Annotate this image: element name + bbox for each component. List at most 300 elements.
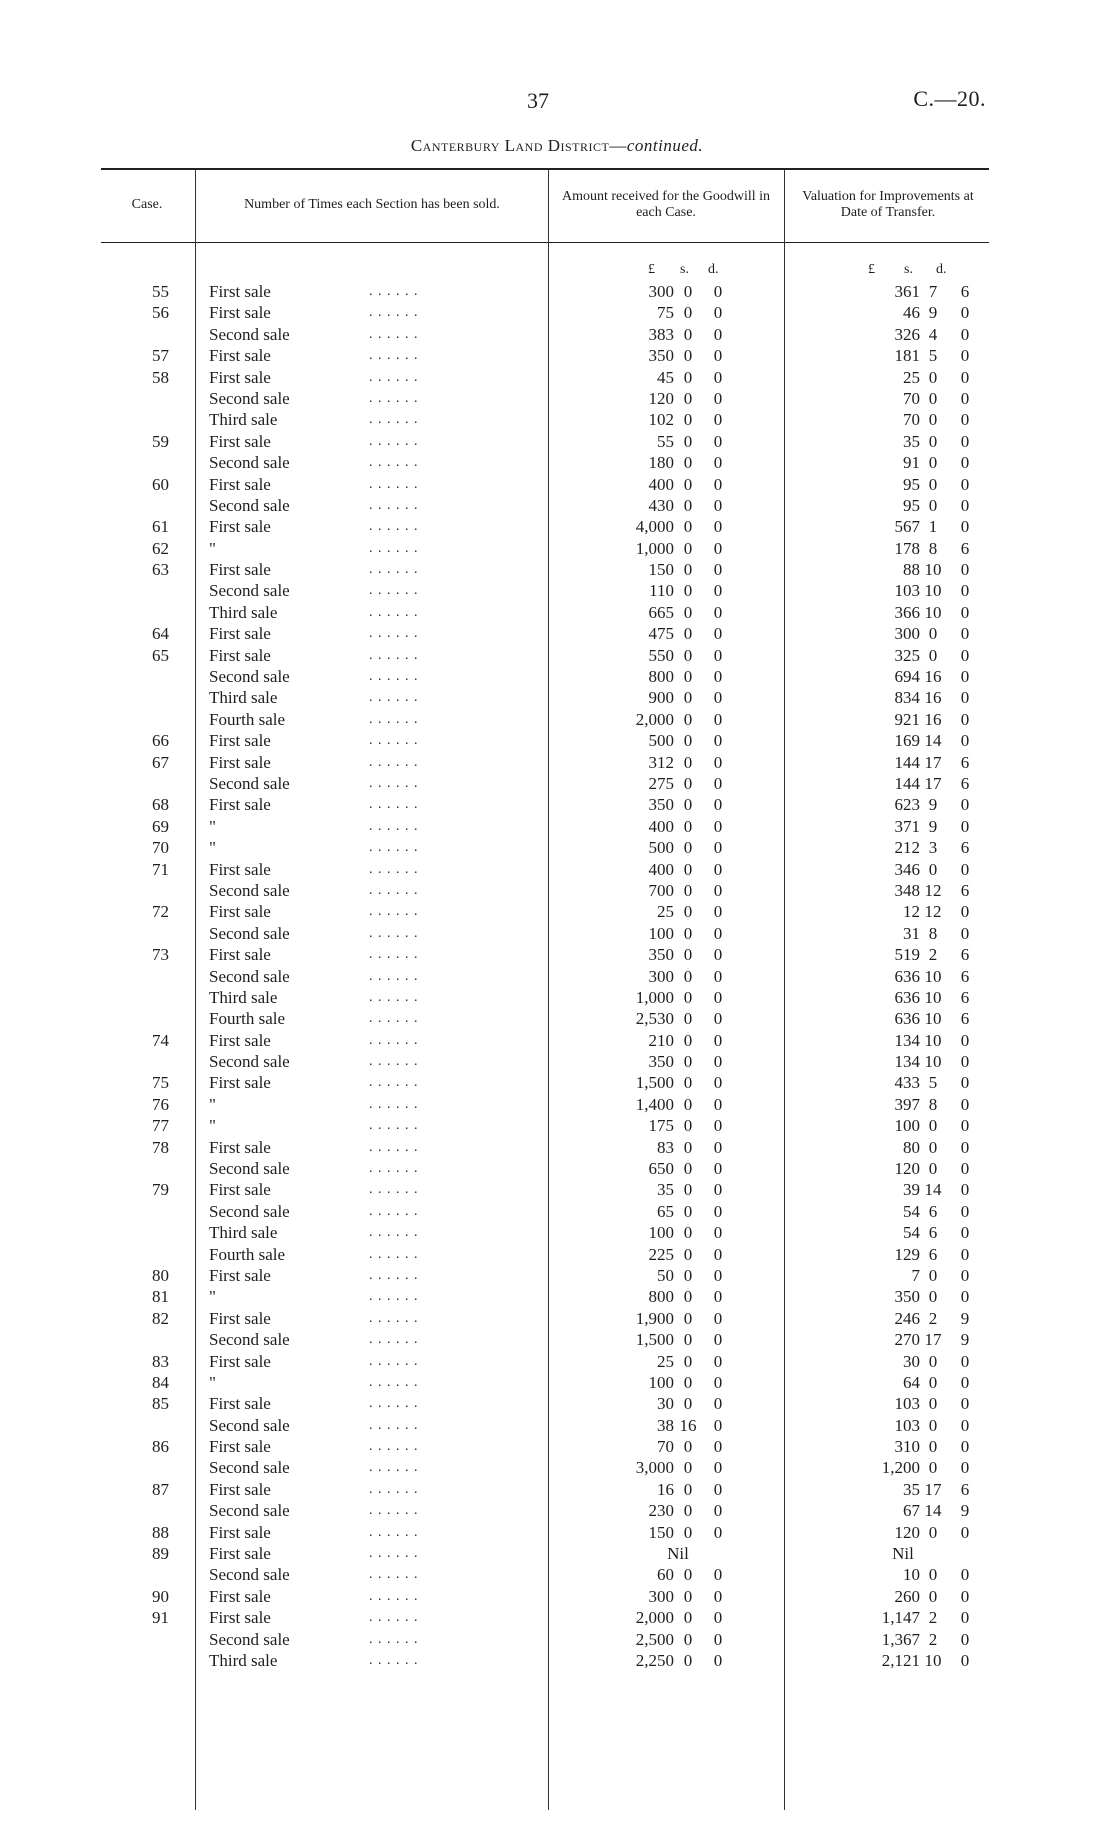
goodwill-shillings: 0 — [683, 1052, 693, 1072]
leader-dots: . . . . . . — [369, 925, 419, 941]
subtitle-main: Canterbury Land District— — [410, 136, 627, 155]
table-row — [101, 495, 989, 516]
table-row — [101, 837, 989, 858]
goodwill-shillings: 0 — [683, 453, 693, 473]
goodwill-shillings: 0 — [683, 1372, 693, 1392]
valuation-shillings: 0 — [928, 645, 938, 665]
goodwill-pence: 0 — [713, 1330, 723, 1350]
goodwill-pounds: 150 — [648, 560, 674, 580]
valuation-pence: 0 — [960, 1586, 970, 1606]
sale-label: Third sale — [209, 410, 278, 430]
sale-label: First sale — [209, 474, 271, 494]
sale-label: " — [209, 1094, 216, 1114]
goodwill-pence: 0 — [713, 1565, 723, 1585]
sale-label: Second sale — [209, 324, 290, 344]
case-number: 56 — [152, 303, 169, 323]
goodwill-shillings: 0 — [683, 1586, 693, 1606]
header-goodwill: Amount received for the Goodwill in each Case. — [562, 189, 771, 220]
valuation-pence: 0 — [960, 1437, 970, 1457]
valuation-pence: 0 — [960, 1415, 970, 1435]
sale-label: Second sale — [209, 1629, 290, 1649]
goodwill-nil: Nil — [667, 1544, 689, 1564]
goodwill-pence: 0 — [713, 795, 723, 815]
case-number: 89 — [152, 1544, 169, 1564]
table-row — [101, 816, 989, 837]
valuation-pence: 6 — [960, 966, 970, 986]
leader-dots: . . . . . . — [369, 604, 419, 620]
goodwill-shillings: 0 — [683, 1009, 693, 1029]
goodwill-pounds: 100 — [648, 1372, 674, 1392]
goodwill-pounds: 110 — [649, 581, 674, 601]
valuation-shillings: 10 — [924, 966, 942, 986]
table-row — [101, 1115, 989, 1136]
sale-label: " — [209, 1116, 216, 1136]
goodwill-shillings: 0 — [683, 1501, 693, 1521]
goodwill-pounds: 900 — [648, 688, 674, 708]
case-number: 76 — [152, 1094, 169, 1114]
table-row — [101, 388, 989, 409]
valuation-pence: 9 — [960, 1308, 970, 1328]
valuation-pounds: 7 — [911, 1265, 920, 1285]
case-number: 70 — [152, 838, 169, 858]
goodwill-shillings: 0 — [683, 367, 693, 387]
sale-label: Second sale — [209, 1052, 290, 1072]
goodwill-pounds: 275 — [648, 773, 674, 793]
table-row — [101, 666, 989, 687]
goodwill-pence: 0 — [713, 987, 723, 1007]
goodwill-shillings-unit: s. — [680, 262, 689, 277]
sale-label: First sale — [209, 1073, 271, 1093]
sale-label: Second sale — [209, 1201, 290, 1221]
valuation-shillings: 14 — [924, 1180, 942, 1200]
leader-dots: . . . . . . — [369, 1332, 419, 1348]
case-number: 85 — [152, 1394, 169, 1414]
sale-label: First sale — [209, 1522, 271, 1542]
valuation-pence: 0 — [960, 1458, 970, 1478]
sale-label: First sale — [209, 560, 271, 580]
table-row — [101, 409, 989, 430]
leader-dots: . . . . . . — [369, 797, 419, 813]
table-row — [101, 367, 989, 388]
table-row — [101, 1201, 989, 1222]
valuation-shillings: 10 — [924, 581, 942, 601]
sale-label: First sale — [209, 282, 271, 301]
goodwill-pounds: 25 — [657, 1351, 674, 1371]
table-row — [101, 794, 989, 815]
goodwill-pence: 0 — [713, 346, 723, 366]
valuation-pounds: 921 — [894, 709, 920, 729]
sale-label: First sale — [209, 731, 271, 751]
valuation-pounds: 54 — [903, 1223, 920, 1243]
valuation-pence: 0 — [960, 1394, 970, 1414]
sale-label: First sale — [209, 645, 271, 665]
valuation-pence: 6 — [960, 282, 970, 301]
leader-dots: . . . . . . — [369, 711, 419, 727]
valuation-shillings: 0 — [928, 1287, 938, 1307]
valuation-pence: 0 — [960, 1629, 970, 1649]
goodwill-pounds: 120 — [648, 388, 674, 408]
goodwill-pence: 0 — [713, 667, 723, 687]
table-row — [101, 431, 989, 452]
goodwill-pounds: 100 — [648, 923, 674, 943]
valuation-pounds: 361 — [894, 282, 920, 301]
goodwill-pence: 0 — [713, 645, 723, 665]
table-row — [101, 302, 989, 323]
goodwill-shillings: 0 — [683, 410, 693, 430]
goodwill-pence: 0 — [713, 282, 723, 301]
valuation-pounds: 371 — [894, 816, 920, 836]
table-row — [101, 1072, 989, 1093]
sale-label: First sale — [209, 1030, 271, 1050]
valuation-shillings: 9 — [928, 795, 938, 815]
table-row — [101, 1586, 989, 1607]
sale-label: First sale — [209, 902, 271, 922]
leader-dots: . . . . . . — [369, 390, 419, 406]
sale-label: Second sale — [209, 880, 290, 900]
valuation-pounds: 144 — [894, 752, 920, 772]
valuation-pence: 0 — [960, 731, 970, 751]
valuation-shillings: 6 — [928, 1244, 938, 1264]
leader-dots: . . . . . . — [369, 1203, 419, 1219]
table-row — [101, 1008, 989, 1029]
goodwill-shillings: 0 — [683, 1629, 693, 1649]
table-row — [101, 516, 989, 537]
goodwill-pence: 0 — [713, 1180, 723, 1200]
valuation-pence: 6 — [960, 773, 970, 793]
valuation-pence: 0 — [960, 1159, 970, 1179]
goodwill-pence: 0 — [713, 303, 723, 323]
valuation-pounds: 636 — [894, 1009, 920, 1029]
goodwill-shillings: 0 — [683, 987, 693, 1007]
valuation-shillings: 0 — [928, 367, 938, 387]
goodwill-pence: 0 — [713, 816, 723, 836]
valuation-pence: 6 — [960, 945, 970, 965]
goodwill-pounds: 383 — [648, 324, 674, 344]
goodwill-pence: 0 — [713, 880, 723, 900]
table-row — [101, 1329, 989, 1350]
valuation-pounds: 1,367 — [881, 1629, 920, 1649]
sale-label: Second sale — [209, 388, 290, 408]
table-row — [101, 1436, 989, 1457]
goodwill-shillings: 0 — [683, 1522, 693, 1542]
goodwill-shillings: 0 — [683, 838, 693, 858]
leader-dots: . . . . . . — [369, 1096, 419, 1112]
valuation-pence: 0 — [960, 560, 970, 580]
valuation-nil: Nil — [892, 1544, 914, 1564]
valuation-pence: 0 — [960, 1137, 970, 1157]
goodwill-pounds: 230 — [648, 1501, 674, 1521]
goodwill-pence: 0 — [713, 1052, 723, 1072]
goodwill-pence: 0 — [713, 560, 723, 580]
subtitle-continued: continued. — [626, 136, 704, 155]
valuation-pence: 0 — [960, 795, 970, 815]
valuation-pence: 0 — [960, 1265, 970, 1285]
goodwill-pounds: 30 — [657, 1394, 674, 1414]
valuation-pence: 0 — [960, 688, 970, 708]
table-row — [101, 538, 989, 559]
valuation-pence: 0 — [960, 367, 970, 387]
table-row — [101, 580, 989, 601]
leader-dots: . . . . . . — [369, 947, 419, 963]
case-number: 69 — [152, 816, 169, 836]
valuation-pounds: 694 — [894, 667, 920, 687]
table-row — [101, 645, 989, 666]
goodwill-pence: 0 — [713, 1437, 723, 1457]
goodwill-pounds: 312 — [648, 752, 674, 772]
leader-dots: . . . . . . — [369, 1289, 419, 1305]
valuation-pounds: 366 — [894, 602, 920, 622]
goodwill-pounds: 50 — [657, 1265, 674, 1285]
sale-label: Second sale — [209, 453, 290, 473]
page-number: 37 — [527, 88, 549, 113]
table-row — [101, 1222, 989, 1243]
leader-dots: . . . . . . — [369, 583, 419, 599]
valuation-pounds: 326 — [894, 324, 920, 344]
goodwill-pounds: 1,900 — [635, 1308, 674, 1328]
sale-label: Second sale — [209, 1330, 290, 1350]
case-number: 66 — [152, 731, 169, 751]
goodwill-shillings: 0 — [683, 966, 693, 986]
leader-dots: . . . . . . — [369, 1225, 419, 1241]
goodwill-pounds: 650 — [648, 1159, 674, 1179]
valuation-pounds: 46 — [903, 303, 920, 323]
goodwill-shillings: 0 — [683, 1479, 693, 1499]
leader-dots: . . . . . . — [369, 1075, 419, 1091]
goodwill-shillings: 0 — [683, 602, 693, 622]
sale-label: First sale — [209, 1308, 271, 1328]
goodwill-shillings: 0 — [683, 902, 693, 922]
goodwill-pounds: 175 — [648, 1116, 674, 1136]
goodwill-pence: 0 — [713, 1372, 723, 1392]
case-number: 88 — [152, 1522, 169, 1542]
case-number: 75 — [152, 1073, 169, 1093]
sale-label: First sale — [209, 367, 271, 387]
valuation-shillings: 16 — [924, 667, 942, 687]
valuation-pounds: 12 — [903, 902, 920, 922]
valuation-pence: 6 — [960, 538, 970, 558]
leader-dots: . . . . . . — [369, 326, 419, 342]
valuation-shillings: 10 — [924, 1651, 942, 1670]
leader-dots: . . . . . . — [369, 1546, 419, 1562]
goodwill-shillings: 0 — [683, 560, 693, 580]
valuation-shillings: 9 — [928, 303, 938, 323]
goodwill-shillings: 0 — [683, 1651, 693, 1670]
goodwill-pounds: 2,000 — [635, 1608, 674, 1628]
valuation-pounds: 300 — [894, 624, 920, 644]
valuation-shillings: 0 — [928, 1265, 938, 1285]
goodwill-pence: 0 — [713, 495, 723, 515]
goodwill-pounds: 210 — [648, 1030, 674, 1050]
sale-label: " — [209, 538, 216, 558]
leader-dots: . . . . . . — [369, 1118, 419, 1134]
valuation-pounds: 636 — [894, 987, 920, 1007]
table-row — [101, 1393, 989, 1414]
goodwill-pounds: 16 — [657, 1479, 674, 1499]
leader-dots: . . . . . . — [369, 412, 419, 428]
valuation-shillings: 2 — [928, 1308, 938, 1328]
case-number: 80 — [152, 1265, 169, 1285]
valuation-shillings: 5 — [928, 1073, 938, 1093]
table-row — [101, 1030, 989, 1051]
goodwill-shillings: 0 — [683, 1351, 693, 1371]
valuation-pence: 0 — [960, 602, 970, 622]
goodwill-shillings: 0 — [683, 1223, 693, 1243]
sale-label: " — [209, 1287, 216, 1307]
leader-dots: . . . . . . — [369, 519, 419, 535]
table-row — [101, 281, 989, 302]
sale-label: Second sale — [209, 1501, 290, 1521]
valuation-shillings: 12 — [924, 902, 942, 922]
sale-label: First sale — [209, 346, 271, 366]
valuation-pounds: 103 — [894, 1394, 920, 1414]
sale-label: First sale — [209, 1479, 271, 1499]
valuation-shillings: 16 — [924, 709, 942, 729]
valuation-shillings: 2 — [928, 1629, 938, 1649]
valuation-pence: 0 — [960, 303, 970, 323]
valuation-pounds: 70 — [903, 410, 920, 430]
goodwill-pounds: 35 — [657, 1180, 674, 1200]
valuation-pounds: 310 — [894, 1437, 920, 1457]
header-bottom-rule — [101, 242, 989, 243]
goodwill-pence: 0 — [713, 688, 723, 708]
goodwill-pence: 0 — [713, 1223, 723, 1243]
goodwill-shillings: 0 — [683, 1094, 693, 1114]
leader-dots: . . . . . . — [369, 1481, 419, 1497]
valuation-pence: 0 — [960, 1180, 970, 1200]
valuation-pence: 0 — [960, 1287, 970, 1307]
sale-label: First sale — [209, 1586, 271, 1606]
valuation-pounds: 144 — [894, 773, 920, 793]
valuation-pounds: 25 — [903, 367, 920, 387]
table-row — [101, 1607, 989, 1628]
goodwill-pence: 0 — [713, 1094, 723, 1114]
sale-label: First sale — [209, 859, 271, 879]
goodwill-pence: 0 — [713, 538, 723, 558]
valuation-shillings: 0 — [928, 1415, 938, 1435]
goodwill-pounds: 350 — [648, 346, 674, 366]
sale-label: Second sale — [209, 966, 290, 986]
goodwill-pounds: 3,000 — [635, 1458, 674, 1478]
goodwill-pounds: 430 — [648, 495, 674, 515]
sale-label: Third sale — [209, 602, 278, 622]
goodwill-pence: 0 — [713, 752, 723, 772]
case-number: 77 — [152, 1116, 169, 1136]
goodwill-pounds: 300 — [648, 966, 674, 986]
case-number: 58 — [152, 367, 169, 387]
valuation-pounds: 325 — [894, 645, 920, 665]
valuation-shillings: 10 — [924, 1052, 942, 1072]
valuation-shillings: 9 — [928, 816, 938, 836]
valuation-shillings: 0 — [928, 1437, 938, 1457]
leader-dots: . . . . . . — [369, 1310, 419, 1326]
case-number: 78 — [152, 1137, 169, 1157]
table-row — [101, 752, 989, 773]
header-valuation: Valuation for Improvements at Date of Transfer. — [802, 189, 974, 220]
goodwill-pounds: 65 — [657, 1201, 674, 1221]
goodwill-pence: 0 — [713, 923, 723, 943]
sale-label: Second sale — [209, 923, 290, 943]
valuation-pounds: 623 — [894, 795, 920, 815]
goodwill-pounds: 1,000 — [635, 987, 674, 1007]
case-number: 71 — [152, 859, 169, 879]
valuation-shillings: 12 — [924, 880, 942, 900]
valuation-pounds: 134 — [894, 1052, 920, 1072]
table-row — [101, 1479, 989, 1500]
valuation-pounds: 433 — [894, 1073, 920, 1093]
goodwill-shillings: 0 — [683, 1159, 693, 1179]
leader-dots: . . . . . . — [369, 904, 419, 920]
sale-label: First sale — [209, 624, 271, 644]
sale-label: First sale — [209, 1265, 271, 1285]
goodwill-shillings: 0 — [683, 324, 693, 344]
valuation-pence: 0 — [960, 1073, 970, 1093]
goodwill-pence: 0 — [713, 602, 723, 622]
table-row — [101, 1051, 989, 1072]
table-row — [101, 1308, 989, 1329]
leader-dots: . . . . . . — [369, 1267, 419, 1283]
case-number: 90 — [152, 1586, 169, 1606]
case-number: 67 — [152, 752, 169, 772]
goodwill-pence: 0 — [713, 945, 723, 965]
leader-dots: . . . . . . — [369, 1374, 419, 1390]
leader-dots: . . . . . . — [369, 775, 419, 791]
table-row — [101, 1179, 989, 1200]
goodwill-shillings: 0 — [683, 816, 693, 836]
document-reference: C.—20. — [913, 86, 986, 111]
case-number: 60 — [152, 474, 169, 494]
sale-label: First sale — [209, 1544, 271, 1564]
valuation-shillings: 1 — [928, 517, 938, 537]
case-number: 55 — [152, 282, 169, 301]
valuation-pence: 0 — [960, 1372, 970, 1392]
goodwill-pounds: 400 — [648, 859, 674, 879]
valuation-pounds: 134 — [894, 1030, 920, 1050]
goodwill-pounds: 38 — [657, 1415, 674, 1435]
goodwill-shillings: 0 — [683, 388, 693, 408]
goodwill-shillings: 0 — [683, 1565, 693, 1585]
table-row — [101, 559, 989, 580]
sale-label: Fourth sale — [209, 1009, 286, 1029]
case-number: 57 — [152, 346, 169, 366]
goodwill-pence: 0 — [713, 709, 723, 729]
goodwill-shillings: 0 — [683, 581, 693, 601]
leader-dots: . . . . . . — [369, 989, 419, 1005]
sale-label: Fourth sale — [209, 1244, 286, 1264]
valuation-pounds: 70 — [903, 388, 920, 408]
goodwill-shillings: 0 — [683, 688, 693, 708]
table-row — [101, 1372, 989, 1393]
goodwill-pounds: 2,530 — [635, 1009, 674, 1029]
goodwill-pence: 0 — [713, 1629, 723, 1649]
goodwill-pence: 0 — [713, 859, 723, 879]
sale-label: " — [209, 838, 216, 858]
valuation-shillings: 0 — [928, 1137, 938, 1157]
goodwill-pence: 0 — [713, 838, 723, 858]
valuation-pounds: 1,147 — [881, 1608, 920, 1628]
table-row — [101, 1543, 989, 1564]
header-times-sold: Number of Times each Section has been sold. — [244, 197, 500, 212]
valuation-shillings: 0 — [928, 1565, 938, 1585]
goodwill-shillings: 0 — [683, 645, 693, 665]
table-row — [101, 452, 989, 473]
valuation-pence: 0 — [960, 474, 970, 494]
leader-dots: . . . . . . — [369, 818, 419, 834]
valuation-pence: 0 — [960, 859, 970, 879]
leader-dots: . . . . . . — [369, 455, 419, 471]
goodwill-pence: 0 — [713, 431, 723, 451]
valuation-pounds: 103 — [894, 581, 920, 601]
goodwill-pence: 0 — [713, 1201, 723, 1221]
